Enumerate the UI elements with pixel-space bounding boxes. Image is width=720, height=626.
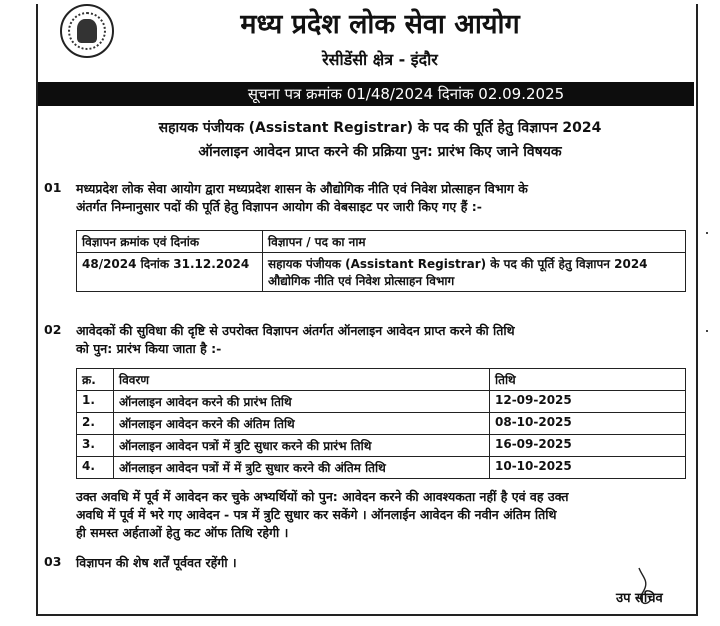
section-3-number: 03 (44, 554, 62, 569)
section-2-note-line-1: उक्त अवधि में पूर्व में आवेदन कर चुके अभ्यर्थियों को पुन: आवेदन करने की आवश्यकता नहीं है एवं वह उक्त (76, 489, 569, 504)
table-row (77, 413, 686, 435)
commission-seal-icon (60, 4, 114, 58)
section-1-line-1: मध्यप्रदेश लोक सेवा आयोग द्वारा मध्यप्रदेश शासन के औद्योगिक नीति एवं निवेश प्रोत्साहन विभाग के (76, 181, 528, 196)
section-2-text (76, 322, 694, 358)
office-location: रेसीडेंसी क्षेत्र - इंदौर (322, 50, 438, 69)
section-2-line-2: को पुन: प्रारंभ किया जाता है :- (76, 341, 222, 356)
section-2-number: 02 (44, 322, 62, 337)
section-1-line-2: अंतर्गत निम्नानुसार पदों की पूर्ति हेतु विज्ञापन आयोग की वेबसाइट पर जारी किए गए हैं :- (76, 199, 482, 214)
section-2-note (76, 488, 694, 542)
section-1-number: 01 (44, 180, 62, 195)
row-sno: 3. (77, 435, 114, 457)
notice-number-bar: सूचना पत्र क्रमांक 01/48/2024 दिनांक 02.09.2025 (38, 82, 694, 106)
advertisement-name (263, 253, 686, 292)
column-header-name: विज्ञापन / पद का नाम (263, 231, 686, 253)
schedule-table (76, 368, 686, 479)
signatory-designation: उप सचिव (616, 591, 663, 606)
advertisement-ref: 48/2024 दिनांक 31.12.2024 (77, 253, 263, 292)
subject-line-1: सहायक पंजीयक (Assistant Registrar) के पद की पूर्ति हेतु विज्ञापन 2024 (158, 120, 602, 136)
scan-speck (706, 232, 708, 234)
page-title: मध्य प्रदेश लोक सेवा आयोग (240, 9, 520, 40)
row-description: ऑनलाइन आवेदन करने की अंतिम तिथि (114, 413, 490, 435)
row-description: ऑनलाइन आवेदन करने की प्रारंभ तिथि (114, 391, 490, 413)
row-description: ऑनलाइन आवेदन पत्रों में में त्रुटि सुधार करने की अंतिम तिथि (114, 457, 490, 479)
table-row (77, 457, 686, 479)
table-header-row (77, 369, 686, 391)
subject-line-2: ऑनलाइन आवेदन प्राप्त करने की प्रक्रिया पुन: प्रारंभ किए जाने विषयक (198, 144, 562, 160)
row-sno: 2. (77, 413, 114, 435)
row-description: ऑनलाइन आवेदन पत्रों में त्रुटि सुधार करने की प्रारंभ तिथि (114, 435, 490, 457)
table-row (77, 253, 686, 292)
column-header-date: तिथि (490, 369, 686, 391)
row-date: 10-10-2025 (490, 457, 686, 479)
advertisement-name-line-2: औद्योगिक नीति एवं निवेश प्रोत्साहन विभाग (268, 274, 455, 288)
column-header-ref: विज्ञापन क्रमांक एवं दिनांक (77, 231, 263, 253)
row-sno: 4. (77, 457, 114, 479)
section-3-text: विज्ञापन की शेष शर्तें पूर्ववत रहेंगी । (76, 555, 237, 570)
row-date: 12-09-2025 (490, 391, 686, 413)
table-row (77, 391, 686, 413)
section-2-note-line-3: ही समस्त अर्हताओं हेतु कट ऑफ तिथि रहेगी । (76, 525, 289, 540)
seal-emblem (77, 19, 97, 43)
advertisement-name-line-1: सहायक पंजीयक (Assistant Registrar) के पद की पूर्ति हेतु विज्ञापन 2024 (268, 257, 648, 271)
section-2-line-1: आवेदकों की सुविधा की दृष्टि से उपरोक्त विज्ञापन अंतर्गत ऑनलाइन आवेदन प्राप्त करने की तिथि (76, 323, 515, 338)
column-header-description: विवरण (114, 369, 490, 391)
section-1-text (76, 180, 694, 216)
row-date: 08-10-2025 (490, 413, 686, 435)
scan-speck (706, 330, 708, 332)
advertisement-table (76, 230, 686, 292)
column-header-sno: क्र. (77, 369, 114, 391)
section-2-note-line-2: अवधि में पूर्व में भरे गए आवेदन - पत्र में त्रुटि सुधार कर सकेंगे । ऑनलाईन आवेदन की नवीन अंतिम तिथि (76, 507, 557, 522)
row-sno: 1. (77, 391, 114, 413)
table-row (77, 435, 686, 457)
row-date: 16-09-2025 (490, 435, 686, 457)
table-header-row (77, 231, 686, 253)
